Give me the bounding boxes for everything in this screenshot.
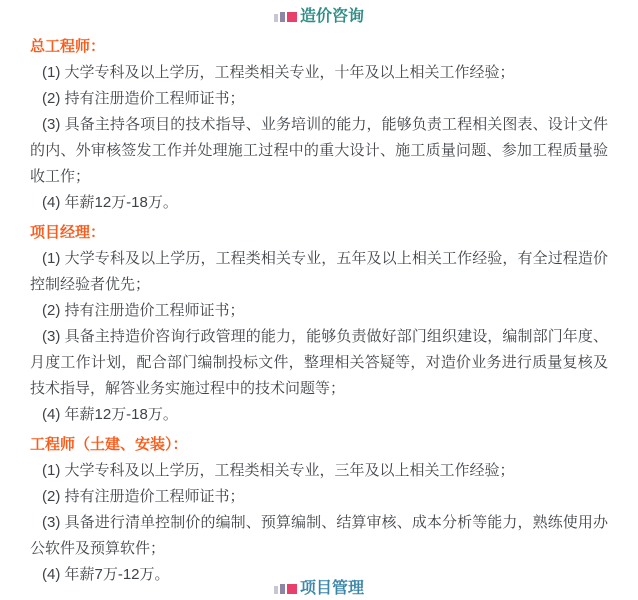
requirement-item: (4) 年薪12万-18万。 — [42, 194, 178, 211]
requirement-item: (4) 年薪7万-12万。 — [42, 566, 170, 583]
requirement-item: (2) 持有注册造价工程师证书； — [42, 302, 245, 319]
section-heading: 工程师（土建、安装）： — [30, 436, 188, 453]
section-heading: 项目经理： — [30, 224, 106, 241]
requirement-item: (3) 具备进行清单控制价的编制、预算编制、结算审核、成本分析等能力，熟练使用办公软件及预算软件； — [30, 514, 608, 557]
bar-chart-icon — [274, 584, 297, 594]
requirement-item: (2) 持有注册造价工程师证书； — [42, 488, 245, 505]
section-heading: 总工程师： — [30, 38, 106, 55]
requirement-item: (1) 大学专科及以上学历，工程类相关专业，三年及以上相关工作经验； — [42, 462, 515, 479]
section-chief-engineer — [30, 34, 608, 216]
requirement-item: (3) 具备主持各项目的技术指导、业务培训的能力，能够负责工程相关图表、设计文件的内、外审核签发工作并处理施工过程中的重大设计、施工质量问题、参加工程质量验收工作； — [30, 116, 608, 185]
requirement-item: (3) 具备主持造价咨询行政管理的能力，能够负责做好部门组织建设，编制部门年度、月度工作计划，配合部门编制投标文件，整理相关答疑等，对造价业务进行质量复核及技术指导，解答业务实施过程中的技术问题等； — [30, 328, 608, 397]
bar-segment-pink — [287, 584, 297, 594]
page-title — [30, 6, 608, 28]
bar-segment-purple — [280, 584, 285, 594]
bar-chart-icon — [274, 12, 297, 22]
requirement-item: (1) 大学专科及以上学历，工程类相关专业，五年及以上相关工作经验，有全过程造价控制经验者优先； — [30, 250, 608, 293]
section-project-manager — [30, 220, 608, 428]
next-section-title-text: 项目管理 — [299, 580, 364, 597]
bar-segment-pink — [287, 12, 297, 22]
section-engineer-civil-installation — [30, 432, 608, 588]
requirement-item: (4) 年薪12万-18万。 — [42, 406, 178, 423]
page-title-text: 造价咨询 — [299, 8, 364, 25]
bar-segment-purple — [280, 12, 285, 22]
requirement-item: (2) 持有注册造价工程师证书； — [42, 90, 245, 107]
next-section-title-clipped — [0, 578, 638, 600]
bar-segment-gray — [274, 14, 278, 22]
requirement-item: (1) 大学专科及以上学历，工程类相关专业，十年及以上相关工作经验； — [42, 64, 515, 81]
